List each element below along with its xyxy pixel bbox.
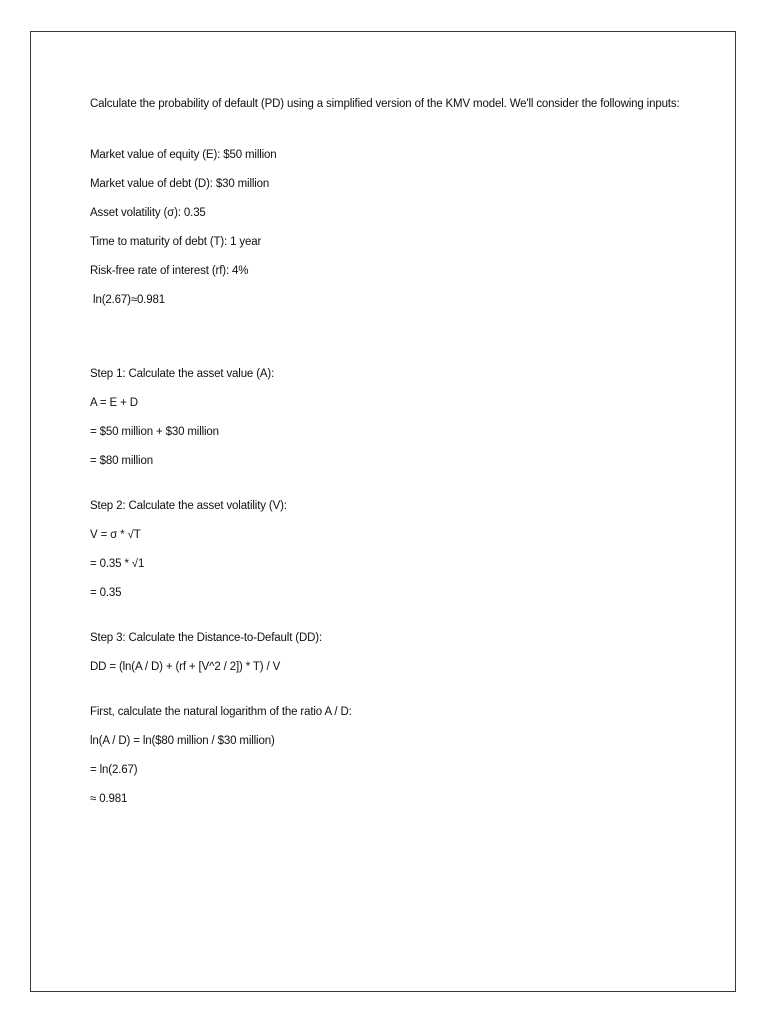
step2-title: Step 2: Calculate the asset volatility (V): [90,500,287,512]
input-equity: Market value of equity (E): $50 million [90,149,277,161]
log-section-line: ln(A / D) = ln($80 million / $30 million) [90,735,275,747]
spacer [90,613,690,629]
document-content [90,95,690,819]
input-risk-free-rate: Risk-free rate of interest (rf): 4% [90,265,249,277]
step1-line: = $50 million + $30 million [90,426,219,438]
spacer [90,481,690,497]
step2-line: = 0.35 * √1 [90,558,145,570]
input-debt: Market value of debt (D): $30 million [90,178,270,190]
step2-line: = 0.35 [90,587,122,599]
step2-line: V = σ * √T [90,529,141,541]
step3-formula: DD = (ln(A / D) + (rf + [V^2 / 2]) * T) / V [90,661,281,673]
log-section-line: = ln(2.67) [90,764,138,776]
intro-paragraph: Calculate the probability of default (PD) using a simplified version of the KMV model. We'll consider the following inputs: [90,98,680,110]
spacer [90,687,690,703]
spacer [90,320,690,365]
step1-line: = $80 million [90,455,153,467]
step1-title: Step 1: Calculate the asset value (A): [90,368,275,380]
log-section-line: ≈ 0.981 [90,793,128,805]
input-maturity: Time to maturity of debt (T): 1 year [90,236,262,248]
input-log-note: ln(2.67)≈0.981 [90,294,166,306]
input-volatility: Asset volatility (σ): 0.35 [90,207,206,219]
log-section-title: First, calculate the natural logarithm of the ratio A / D: [90,706,352,718]
document-page [30,31,736,992]
step3-title: Step 3: Calculate the Distance-to-Default (DD): [90,632,322,644]
step1-line: A = E + D [90,397,138,409]
spacer [90,113,690,146]
